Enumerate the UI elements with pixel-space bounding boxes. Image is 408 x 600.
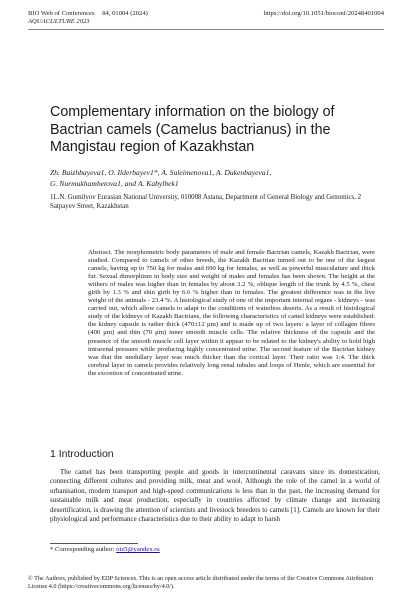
corresponding-email-link[interactable]: oiz5@yandex.ru — [116, 546, 160, 553]
abstract: Abstract. The morphometric body parameters of male and female Bactrian camels, Kazakh Bactrian, were studied. Compared to camels of other breeds, the Kazakh Bactrian turned out to be one of the largest camels, having up to 750 kg for males and 690 kg for females, as well as powerful musculature and thick fur. Sexual dimorphism in body size and weight of males and females has been shown. The height at the withers of males was higher than in females by about 3.2 %, oblique length of the trunk by 4.5 %, chest girth by 1.3 % and shin girth by 6.6 % higher than in females. The greatest difference was in the live weight of the animals - 23.4 %. A histological study of one of the important internal organs - kidneys - was carried out, which allow camels to adapt to the conditions of waterless deserts. As a result of histological study of the kidneys of Kazakh Bactrians, the following characteristics of camel kidneys were established: the kidney capsule is rather thick (470±12 μm) and is made up of two layers: a layer of collagen fibres (400 μm) and thin (70 μm) inner smooth muscle cells. The relative thickness of the capsule and the presence of the smooth muscle cell layer within it appear to be related to the kidney's ability to hold high intrarenal pressure while producing highly concentrated urine. The second feature of the Bactrian kidney was that the medullary layer was much thicker than the cortical layer. Their ratio was 1:4. The thick cerebral layer in camels provides relatively long renal tubules and loops of Henle, which are essential for the excretion of concentrated urine. — [88, 249, 375, 377]
footnote-divider — [50, 543, 138, 544]
affiliation: 1L.N. Gumilyov Eurasian National University, 010008 Astana, Department of General Biology and Genomics, 2 Satpayev Street, Kazakhstan — [50, 194, 362, 210]
footnote-label: * Corresponding author: — [50, 546, 115, 553]
conference-name: AQUACULTURE 2023 — [28, 18, 90, 25]
introduction-text: The camel has been transporting people and goods in intercontinental caravans since its domestication, connecting different cultures and providing milk, meat and wool. Although the role of the camel in a world of urbanisation, modern transport and high-speed communications is less than in the past, the increasing demand for sustainable milk and meat production, especially in countries affected by climate change and increasing desertification, is drawing the attention of scientists and livestock breeders to camels [1]. Camels are known for their physiological and performance characteristics due to their ability to adapt to harsh — [50, 468, 380, 524]
paper-title: Complementary information on the biology of Bactrian camels (Camelus bactrianus) in the Mangistau region of Kazakhstan — [50, 104, 335, 155]
journal-name: BIO Web of Conferences — [28, 10, 95, 17]
authors-line-1: Zh. Baizhbayeva1, O. Ilderbayev1*, A. Suleimenova1, A. Dukenbayeva1, — [50, 168, 272, 177]
section-title-introduction: 1 Introduction — [50, 448, 114, 460]
author-list — [50, 167, 380, 189]
footnote — [50, 546, 160, 553]
header-divider — [28, 29, 384, 30]
copyright-notice: © The Authors, published by EDP Sciences. This is an open access article distributed under the terms of the Creative Commons Attribution License 4.0 (https://creativecommons.org/licenses/by/4.0/). — [28, 575, 374, 590]
doi-link[interactable]: https://doi.org/10.1051/bioconf/20248401004 — [263, 10, 384, 17]
journal-volume: 84, 01004 (2024) — [102, 10, 148, 17]
running-header — [28, 10, 384, 26]
authors-line-2: G. Nurmukhambetova1, and A. Kabylbek1 — [50, 179, 179, 188]
